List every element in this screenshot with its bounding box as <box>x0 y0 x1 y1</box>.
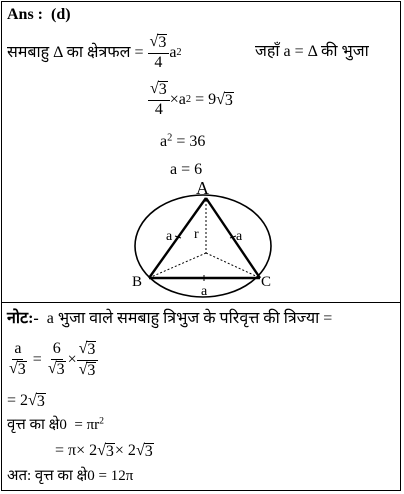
section-divider <box>1 302 401 303</box>
vertex-a-label: A <box>196 178 209 198</box>
answer-header <box>7 7 71 23</box>
circumradius-equation: a √ 3 = 6 √ 3 × √ 3 √ 3 <box>7 337 98 383</box>
note-line <box>7 311 332 327</box>
circumcircle <box>135 195 271 297</box>
a-over-root3: a √ 3 <box>9 340 26 378</box>
vertex-b-label: B <box>132 274 143 290</box>
a-squared-36: $a^2 = 36$ <box>160 132 206 150</box>
root3-over-root3: √ 3 √ 3 <box>77 341 99 380</box>
a-equals-6: a = 6 <box>170 161 203 178</box>
side-definition: जहाँ a = Δ की भुजा <box>255 43 369 60</box>
circumcircle-figure <box>128 178 278 300</box>
root3-over-4: √ 3 4 <box>148 34 170 72</box>
root-3: √ 3 <box>216 90 233 109</box>
area-equation: √ 3 4 ×a 2 = 9 √ 3 <box>150 80 233 118</box>
equals-sign: = <box>134 44 144 61</box>
final-answer: अत: वृत्त का क्षे0 = 12π <box>7 468 134 484</box>
area-formula-lhs: समबाहु Δ का क्षेत्रफल <box>7 44 131 61</box>
side-ab-label: a <box>166 229 173 244</box>
radius-label: r <box>194 227 199 242</box>
note-text: a भुजा वाले समबाहु त्रिभुज के परिवृत्त की त्रिज्या = <box>46 310 333 327</box>
answer-label: Ans : <box>7 6 44 23</box>
root3-over-4-b: √ 3 4 <box>148 81 170 119</box>
circle-area-formula: वृत्त का क्षे0 = $\pi r^2$ <box>7 415 105 433</box>
side-bc-label: a <box>201 284 208 299</box>
answer-option: (d) <box>51 6 71 23</box>
circle-area-substitution: = π× 2 √ 3 × 2 √ 3 <box>55 442 153 460</box>
vertex-c-label: C <box>261 274 272 290</box>
radius-value: = 2 √ 3 <box>7 392 45 410</box>
note-label: नोट:- <box>7 310 39 327</box>
area-formula: समबाहु Δ का क्षेत्रफल = √ 3 4 a 2 <box>7 33 182 71</box>
side-ac-label: a <box>236 229 243 244</box>
six-over-root3: 6 √ 3 <box>47 340 65 378</box>
